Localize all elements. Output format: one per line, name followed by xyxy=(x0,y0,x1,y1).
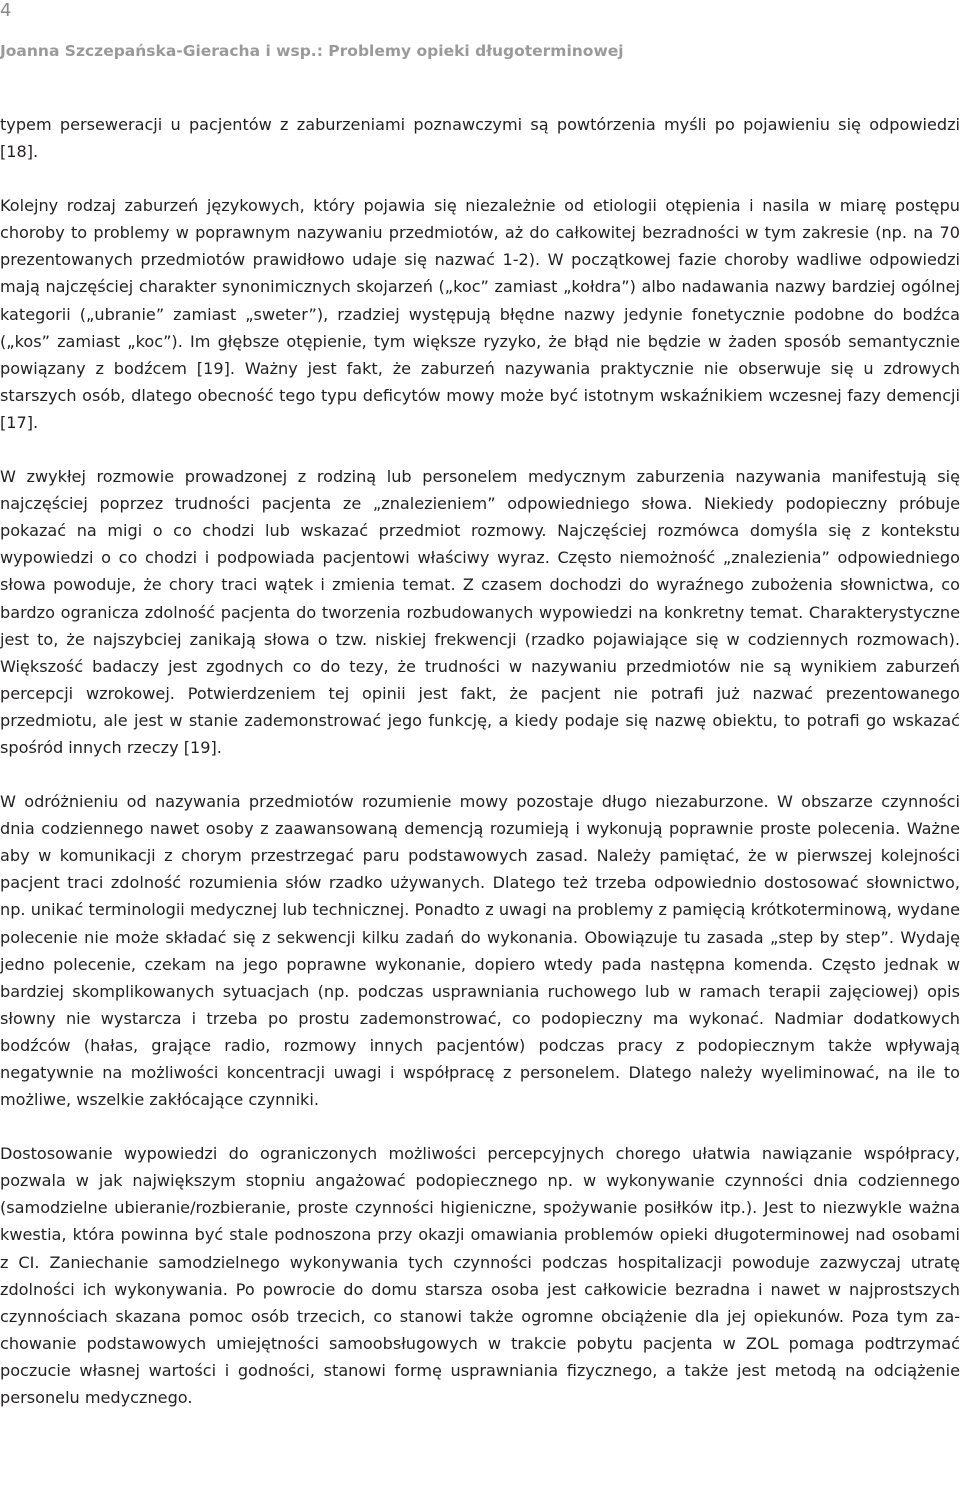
paragraph-3: W zwykłej rozmowie prowadzonej z rodziną lub personelem medycznym zaburzenia nazywania manifestują się najczęściej poprzez trudności pacjenta ze „znalezieniem” odpowiedniego słowa. Niekiedy podopieczny próbuje pokazać na migi o co chodzi lub wskazać przedmiot rozmowy. Najczęściej rozmówca domyśla się z kontekstu wypowiedzi o co chodzi i podpowiada pacjentowi właściwy wyraz. Często niemożność „znalezienia” odpowiedniego słowa powoduje, że chory traci wątek i zmienia temat. Z czasem dochodzi do wyraźnego zubożenia słownictwa, co bardzo ogranicza zdolność pacjenta do tworzenia rozbudowanych wypowiedzi na konkretny temat. Charakterystyczne jest to, że najszybciej zanikają słowa o tzw. niskiej frekwencji (rzadko pojawiające się w codziennych rozmowach). Większość badaczy jest zgodnych co do tezy, że trudności w nazywaniu przedmiotów nie są wynikiem zaburzeń percepcji wzrokowej. Potwierdzeniem tej opinii jest fakt, że pacjent nie potrafi już nazwać prezentowanego przedmiotu, ale jest w stanie zademonstrować jego funkcję, a kiedy podaje się nazwę obiektu, to potrafi go wskazać spośród innych rzeczy [19]. xyxy=(0,467,960,757)
paragraph-1: typem perseweracji u pacjentów z zaburzeniami poznawczymi są powtórzenia myśli po pojawieniu się odpowiedzi [18]. xyxy=(0,115,960,162)
header-title: Problemy opieki długoterminowej xyxy=(322,42,624,60)
running-header xyxy=(0,40,960,62)
paragraph-4: W odróżnieniu od nazywania przedmiotów rozumienie mowy pozostaje długo niezaburzone. W obszarze czynności dnia codziennego nawet osoby z zaawansowaną demencją rozumieją i wykonują poprawnie proste polecenia. Ważne aby w komunikacji z chorym przestrzegać paru podstawowych zasad. Należy pamiętać, że w pierwszej kolejności pacjent traci zdolność rozumienia słów rzadko używanych. Dlatego też trzeba odpowiednio dostosować słownictwo, np. unikać terminologii medycznej lub technicznej. Ponadto z uwagi na problemy z pamięcią krótkoterminową, wydane polecenie nie może składać się z sekwencji kilku zadań do wykonania. Obowiązuje tu zasada „step by step”. Wydaję jedno polecenie, czekam na jego poprawne wykonanie, dopiero wtedy pada następna komenda. Często jednak w bardziej skomplikowanych sytuacjach (np. podczas usprawniania ruchowego lub w ramach terapii zajęciowej) opis słowny nie wystarcza i trzeba po prostu zademonstrować, co podopieczny ma wykonać. Nadmiar dodatkowych bodźców (hałas, grające radio, rozmowy innych pacjentów) podczas pracy z podopiecznym także wpływają negatywnie na możliwości koncentracji uwagi i współpracę z personelem. Dlatego należy wyeliminować, na ile to możliwe, wszelkie zakłócające czynniki. xyxy=(0,792,960,1110)
header-authors: Joanna Szczepańska-Gieracha i wsp. xyxy=(0,42,317,60)
article-body xyxy=(0,111,960,1411)
paragraph-2: Kolejny rodzaj zaburzeń językowych, który pojawia się niezależnie od etiologii otępienia i nasila w miarę postępu choroby to problemy w poprawnym nazywaniu przedmiotów, aż do całkowitej bezradności w tym zakresie (np. na 70 prezentowanych przedmiotów prawidłowo udaje się nazwać 1-2). W początkowej fazie choroby wadliwe odpowiedzi mają najczęściej charakter synonimicznych skojarzeń („koc” zamiast „kołdra”) albo nadawania nazwy bardziej ogólnej kategorii („ubranie” zamiast „sweter”), rzadziej występują błędne nazwy jedynie fonetycznie podobne do bodźca („kos” zamiast „koc”). Im głębsze otępienie, tym większe ryzyko, że błąd nie będzie w żaden sposób semantycznie powiązany z bodźcem [19]. Ważny jest fakt, że zaburzeń nazywania praktycznie nie obserwuje się u zdrowych starszych osób, dlatego obecność tego typu deficytów mowy może być istotnym wskaźnikiem wczesnej fazy demencji [17]. xyxy=(0,196,960,432)
page-number: 4 xyxy=(0,0,12,21)
header-separator: : xyxy=(316,42,323,60)
paragraph-5: Dostosowanie wypowiedzi do ograniczonych możliwości percepcyjnych chorego ułatwia nawiązanie współpracy, pozwala w jak największym stopniu angażować podopiecznego np. w wykonywanie czynności dnia codziennego (samodzielne ubieranie/rozbieranie, proste czynności higieniczne, spożywanie posiłków itp.). Jest to niezwykle ważna kwestia, która powinna być stale podnoszona przy okazji omawiania problemów opieki długoterminowej nad osobami z CI. Zaniechanie samodzielnego wykonywania tych czynności podczas hospitalizacji powoduje zazwyczaj utratę zdolności ich wykonywania. Po powrocie do domu starsza osoba jest całkowicie bezradna i nawet w najprostszych czynnościach skazana pomoc osób trzecich, co stanowi także ogromne obciążenie dla jej opiekunów. Poza tym zachowanie podstawowych umiejętności samoobsługowych w trakcie pobytu pacjenta w ZOL pomaga podtrzymać poczucie własnej wartości i godności, stanowi formę usprawniania fizycznego, a także jest metodą na odciążenie personelu medycznego. xyxy=(0,1144,960,1408)
